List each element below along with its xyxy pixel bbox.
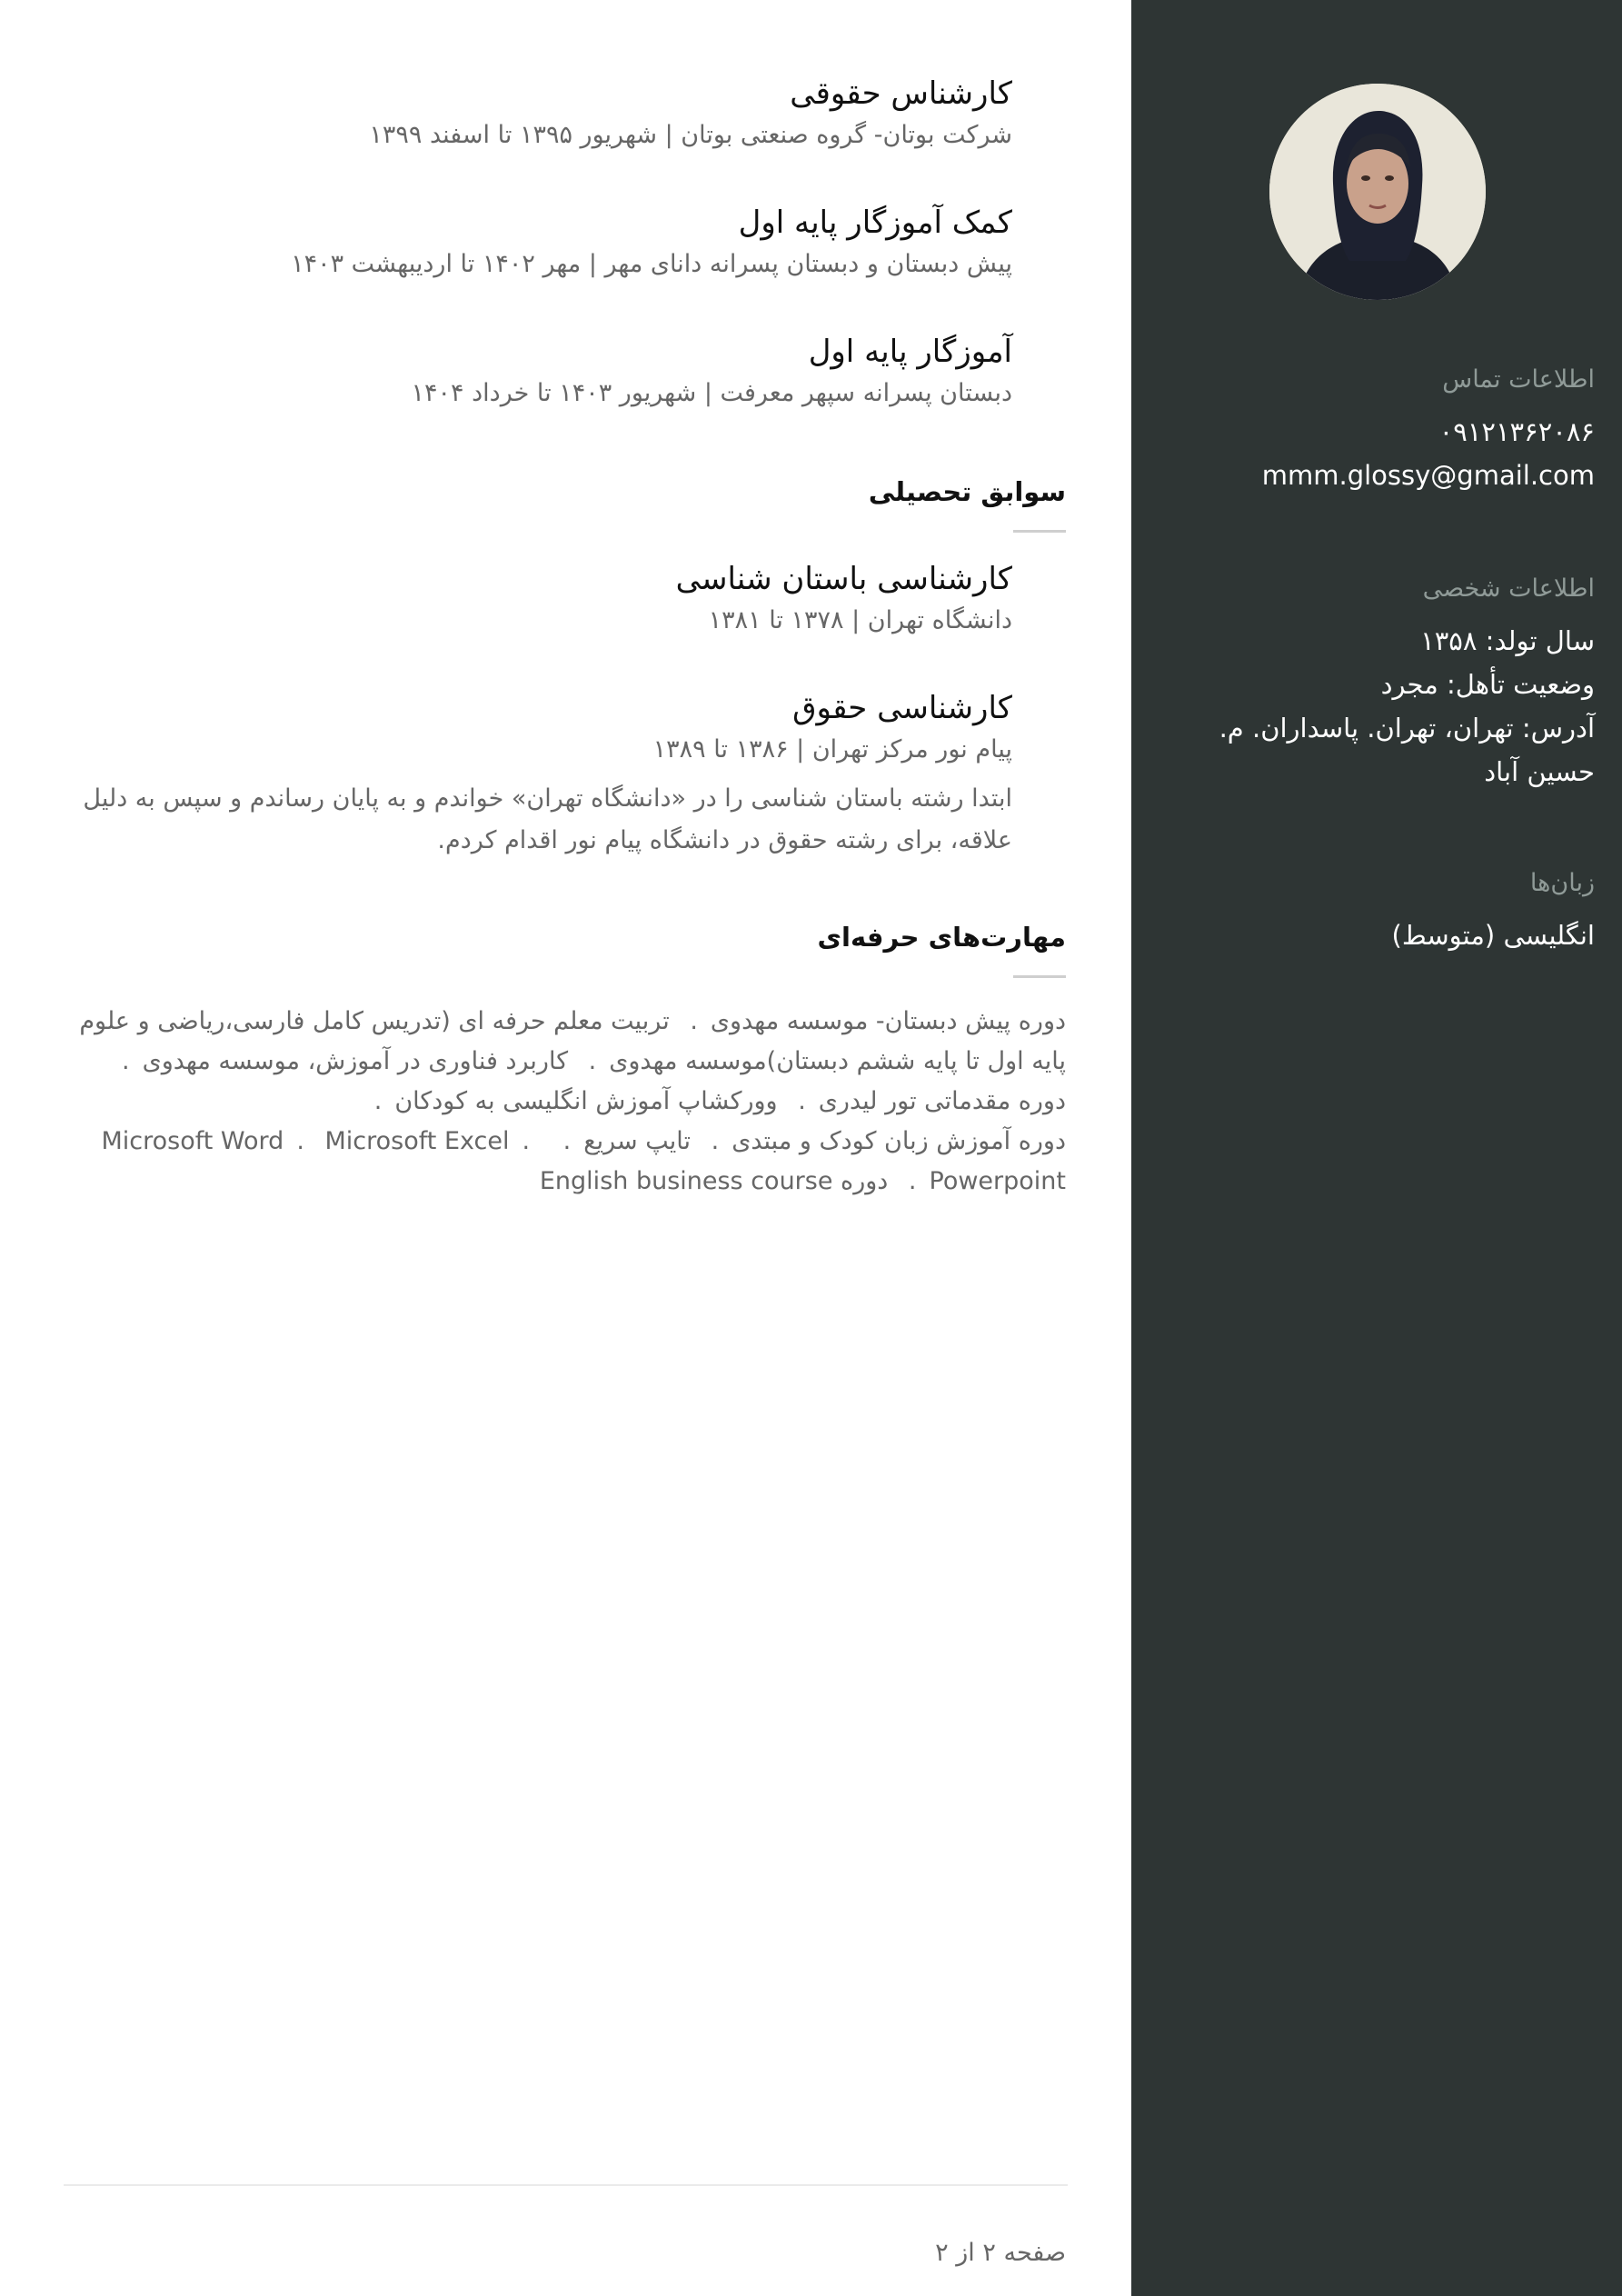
skill-item: Powerpoint (929, 1167, 1066, 1195)
section-divider (1013, 975, 1066, 978)
language-item: انگلیسی (متوسط) (1391, 920, 1595, 951)
education-heading: سوابق تحصیلی (868, 476, 1066, 507)
skills-list: دوره پیش دبستان- موسسه مهدوی. تربیت معلم حرفه ای (تدریس کامل فارسی،ریاضی و علوم پایه اول تا پایه ششم دبستان)موسسه مهدوی. کاربرد فناوری در آموزش، موسسه مهدوی. دوره مقدماتی تور لیدری. وورکشاپ آموزش انگلیسی به کودکان. دوره آموزش زبان کودک و مبتدی. تایپ سریع. Microsoft Word . Microsoft Excel . Powerpoint. دوره English business course (79, 1007, 1066, 1195)
profile-photo (1269, 84, 1486, 300)
degree-details: پیام نور مرکز تهران | ۱۳۸۶ تا ۱۳۸۹ (652, 735, 1012, 764)
job-details: پیش دبستان و دبستان پسرانه دانای مهر | مهر ۱۴۰۲ تا اردیبهشت ۱۴۰۳ (291, 250, 1012, 278)
skill-item: دوره English business course (539, 1167, 889, 1195)
job-details: شرکت بوتان- گروه صنعتی بوتان | شهریور ۱۳۹۵ تا اسفند ۱۳۹۹ (369, 121, 1012, 149)
personal-heading: اطلاعات شخصی (1422, 574, 1595, 603)
degree-title: کارشناسی باستان شناسی (675, 561, 1012, 597)
marital-status: وضعیت تأهل: مجرد (1380, 669, 1595, 700)
skills-heading: مهارت‌های حرفه‌ای (817, 922, 1066, 953)
languages-heading: زبان‌ها (1529, 869, 1595, 897)
contact-heading: اطلاعات تماس (1442, 365, 1595, 394)
contact-section (1168, 365, 1595, 497)
job-details: دبستان پسرانه سپهر معرفت | شهریور ۱۴۰۳ تا خرداد ۱۴۰۴ (411, 379, 1012, 407)
skill-item: تایپ سریع (583, 1127, 692, 1155)
person-portrait-icon (1269, 84, 1486, 300)
degree-description: ابتدا رشته باستان شناسی را در «دانشگاه تهران» خواندم و به پایان رساندم و سپس به دلیل علاقه، برای رشته حقوق در دانشگاه پیام نور اقدام کردم. (83, 784, 1012, 854)
skill-item: تربیت معلم حرفه ای (تدریس کامل فارسی،ریاضی و علوم پایه اول تا پایه ششم دبستان)موسسه مهدوی (79, 1007, 1066, 1075)
education-entry (13, 558, 1012, 640)
email-address: mmm.glossy@gmail.com (1261, 460, 1595, 491)
skill-item: وورکشاپ آموزش انگلیسی به کودکان (394, 1087, 778, 1115)
experience-entry (13, 331, 1012, 413)
job-title: کمک آموزگار پایه اول (738, 205, 1012, 241)
phone-number: ۰۹۱۲۱۳۶۲۰۸۶ (1438, 416, 1595, 447)
skill-item: Microsoft Excel (324, 1127, 510, 1155)
skill-item: دوره آموزش زبان کودک و مبتدی (731, 1127, 1066, 1155)
birth-year: سال تولد: ۱۳۵۸ (1420, 625, 1595, 656)
degree-title: کارشناسی حقوق (792, 690, 1012, 726)
sidebar (1131, 0, 1622, 2296)
education-entry (13, 687, 1012, 862)
job-title: کارشناس حقوقی (790, 75, 1012, 112)
page-number: صفحه ۲ از ۲ (935, 2239, 1066, 2267)
experience-entry (13, 73, 1012, 155)
skill-item: دوره پیش دبستان- موسسه مهدوی (710, 1007, 1066, 1035)
languages-section (1168, 869, 1595, 957)
experience-entry (13, 202, 1012, 284)
skill-item: Microsoft Word (101, 1127, 284, 1155)
job-title: آموزگار پایه اول (808, 334, 1012, 370)
skill-item: کاربرد فناوری در آموزش، موسسه مهدوی (142, 1047, 569, 1075)
degree-details: دانشگاه تهران | ۱۳۷۸ تا ۱۳۸۱ (708, 606, 1012, 634)
skill-item: دوره مقدماتی تور لیدری (818, 1087, 1066, 1115)
personal-section (1168, 574, 1595, 794)
section-divider (1013, 530, 1066, 533)
footer-divider (64, 2184, 1068, 2186)
address: آدرس: تهران، تهران. پاسداران. م. حسین آباد (1219, 713, 1595, 787)
